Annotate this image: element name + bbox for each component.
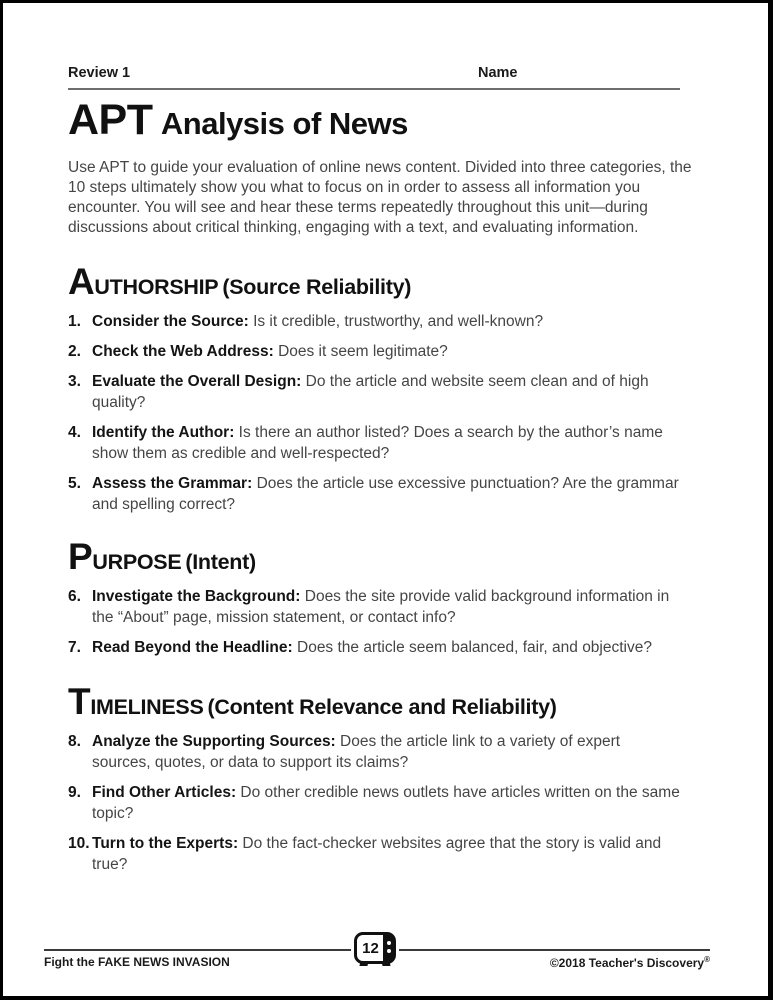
item-label: Identify the Author: (92, 424, 235, 441)
intro-paragraph: Use APT to guide your evaluation of online news content. Divided into three categories, the 10 steps ultimately show you what to focus on in order to assess all information you encounter. You will see and hear these terms repeatedly throughout this unit—during discussions about critical thinking, engaging with a text, and evaluating information. (68, 159, 692, 236)
item-body (92, 586, 680, 628)
item-label: Find Other Articles: (92, 784, 237, 801)
item-text: Do the fact-checker websites agree that the story is valid and true? (92, 835, 662, 873)
page-footer (44, 939, 710, 970)
tv-knob-icon (387, 941, 391, 945)
item-label: Consider the Source: (92, 313, 249, 330)
item-body (92, 422, 680, 464)
purpose-items (68, 586, 680, 658)
item-number: 3. (68, 373, 81, 390)
page-header (68, 65, 680, 83)
list-item (68, 637, 680, 658)
item-number: 2. (68, 343, 81, 360)
name-label: Name (478, 65, 518, 81)
heading-rest: UTHORSHIP (94, 275, 219, 299)
section-heading-timeliness (68, 681, 680, 725)
item-number: 7. (68, 639, 81, 656)
item-number: 10. (68, 835, 90, 852)
footer-copyright (550, 955, 710, 970)
heading-initial: A (68, 261, 95, 302)
page-number-badge (354, 932, 400, 974)
authorship-items (68, 311, 680, 515)
item-body (92, 782, 680, 824)
title-subtitle: Analysis of News (160, 106, 408, 141)
list-item (68, 833, 680, 875)
item-label: Turn to the Experts: (92, 835, 239, 852)
heading-initial: P (68, 536, 93, 577)
timeliness-items (68, 731, 680, 875)
item-text: Do other credible news outlets have articles written on the same topic? (92, 784, 680, 822)
item-number: 5. (68, 475, 81, 492)
heading-initial: T (68, 681, 91, 722)
item-text: Is it credible, trustworthy, and well-known? (253, 313, 544, 330)
item-text: Does it seem legitimate? (278, 343, 448, 360)
heading-paren: (Source Reliability) (222, 275, 412, 299)
heading-paren: (Content Relevance and Reliability) (207, 695, 557, 719)
item-number: 1. (68, 313, 81, 330)
copyright-text: ©2018 Teacher's Discovery (549, 956, 705, 970)
item-label: Check the Web Address: (92, 343, 274, 360)
tv-foot (381, 961, 390, 966)
item-body (92, 341, 680, 362)
review-label: Review 1 (68, 65, 131, 81)
section-timeliness (68, 681, 680, 875)
item-text: Does the site provide valid background information in the “About” page, mission statement, or contact info? (92, 588, 670, 626)
heading-paren: (Intent) (185, 550, 256, 574)
item-label: Assess the Grammar: (92, 475, 253, 492)
item-text: Does the article use excessive punctuation? Are the grammar and spelling correct? (92, 475, 679, 513)
list-item (68, 341, 680, 362)
header-rule (68, 88, 680, 90)
heading-rest: IMELINESS (90, 695, 204, 719)
list-item (68, 731, 680, 773)
section-heading-authorship (68, 261, 680, 305)
item-text: Do the article and website seem clean and of high quality? (92, 373, 649, 411)
item-text: Does the article seem balanced, fair, and objective? (297, 639, 652, 656)
list-item (68, 422, 680, 464)
page-title (68, 98, 680, 146)
item-label: Read Beyond the Headline: (92, 639, 293, 656)
tv-knob-icon (387, 949, 391, 953)
list-item (68, 473, 680, 515)
item-text: Does the article link to a variety of expert sources, quotes, or data to support its claims? (92, 733, 621, 771)
item-number: 9. (68, 784, 81, 801)
list-item (68, 311, 680, 332)
item-body (92, 731, 680, 773)
item-number: 6. (68, 588, 81, 605)
tv-panel (383, 934, 394, 962)
footer-series-title: Fight the FAKE NEWS INVASION (44, 955, 230, 969)
tv-icon (354, 932, 396, 964)
title-acronym: APT (68, 96, 153, 144)
page-number: 12 (362, 939, 379, 957)
list-item (68, 782, 680, 824)
list-item (68, 371, 680, 413)
item-body (92, 637, 680, 658)
list-item (68, 586, 680, 628)
item-number: 4. (68, 424, 81, 441)
page-content (3, 65, 768, 875)
item-body (92, 473, 680, 515)
tv-foot (359, 961, 368, 966)
item-body (92, 371, 680, 413)
item-number: 8. (68, 733, 81, 750)
item-label: Analyze the Supporting Sources: (92, 733, 336, 750)
item-body (92, 833, 680, 875)
heading-rest: URPOSE (92, 550, 182, 574)
section-heading-purpose (68, 536, 680, 580)
section-authorship (68, 261, 680, 515)
item-label: Investigate the Background: (92, 588, 301, 605)
item-text: Is there an author listed? Does a search by the author’s name show them as credible and well-respected? (92, 424, 663, 462)
item-body (92, 311, 680, 332)
registered-mark: ® (704, 955, 710, 964)
item-label: Evaluate the Overall Design: (92, 373, 302, 390)
section-purpose (68, 536, 680, 658)
